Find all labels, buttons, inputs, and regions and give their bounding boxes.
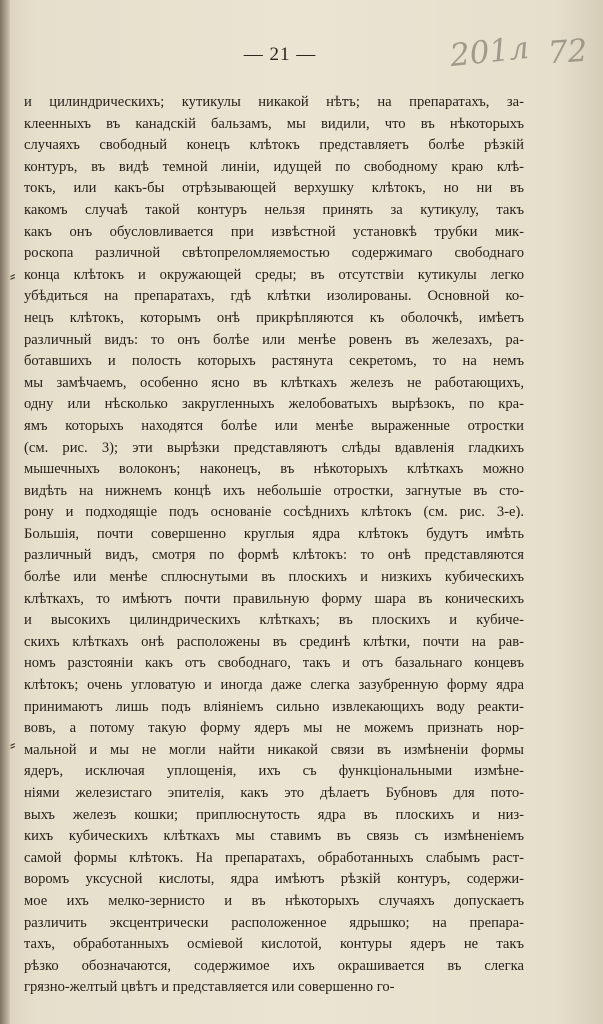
handwritten-note-archive: 201л xyxy=(448,29,531,75)
text-line: номъ разстояніи какъ отъ свободнаго, такъ и отъ базальнаго концевъ xyxy=(24,655,524,672)
text-line: мы замѣчаемъ, особенно ясно въ клѣткахъ железъ не работающихъ, xyxy=(24,374,524,391)
text-line: убѣдиться на препаратахъ, гдѣ клѣтки изолированы. Основной ко- xyxy=(24,288,524,305)
text-line: конца клѣтокъ и окружающей среды; въ отсутствіи кутикулы легко xyxy=(24,266,524,283)
text-line: мальной и мы не могли найти никакой связи въ измѣненіи формы xyxy=(24,741,524,758)
handwritten-note-number: 72 xyxy=(546,32,589,72)
text-line: различить эксцентрически расположенное ядрышко; на препара- xyxy=(24,914,524,931)
text-line: роскопа различной свѣтопреломляемостью содержимаго свободнаго xyxy=(24,245,524,262)
text-line: рону и подходящіе подъ основаніе сосѣднихъ клѣтокъ (см. рис. 3-е). xyxy=(24,504,524,521)
text-line: и высокихъ цилиндрическихъ клѣткахъ; въ плоскихъ и кубиче- xyxy=(24,612,524,629)
text-line: токъ, или какъ-бы отрѣзывающей верхушку клѣтокъ, но ни въ xyxy=(24,180,524,197)
margin-mark: ⸗ xyxy=(10,266,16,285)
text-line: Большія, почти совершенно круглыя ядра клѣтокъ будутъ имѣть xyxy=(24,525,524,542)
text-line: мое ихъ мелко-зернисто и въ нѣкоторыхъ случаяхъ допускаетъ xyxy=(24,892,524,909)
text-line: случаяхъ свободный конецъ клѣтокъ представляетъ болѣе рѣзкій xyxy=(24,137,524,154)
text-line: ніями железистаго эпителія, какъ это дѣлаетъ Бубновъ для пото- xyxy=(24,785,524,801)
text-line: мышечныхъ волоконъ; наконецъ, въ нѣкоторыхъ клѣткахъ можно xyxy=(24,461,524,478)
text-line: различный видъ, смотря по формѣ клѣтокъ: то онѣ представляются xyxy=(24,547,524,564)
text-line: и цилиндрическихъ; кутикулы никакой нѣтъ; на препаратахъ, за- xyxy=(24,94,524,110)
text-line: тахъ, обработанныхъ осміевой кислотой, контуры ядеръ не такъ xyxy=(24,936,524,953)
text-line: клѣтокъ; очень угловатую и иногда даже слегка зазубренную форму ядра xyxy=(24,677,524,694)
text-line: одну или нѣсколько закругленныхъ желобоватыхъ вырѣзокъ, по кра- xyxy=(24,396,524,413)
text-line: болѣе или менѣе сплюснутыми въ плоскихъ и низкихъ кубическихъ xyxy=(24,569,524,586)
text-line: нецъ клѣтокъ, которымъ онѣ прикрѣпляются къ оболочкѣ, имѣетъ xyxy=(24,309,524,326)
text-line: грязно-желтый цвѣтъ и представляется или совершенно го- xyxy=(24,979,395,996)
text-line: ботавшихъ и полость которыхъ растянута секретомъ, то на немъ xyxy=(24,353,524,370)
text-line: какомъ случаѣ такой контуръ нельзя принять за кутикулу, такъ xyxy=(24,201,524,218)
text-line: видѣть на нижнемъ концѣ ихъ небольшіе отростки, загнутые въ сто- xyxy=(24,482,524,499)
text-line: выхъ железъ кошки; приплюснутость ядра въ плоскихъ и низ- xyxy=(24,806,524,823)
text-line: самой формы клѣтокъ. На препаратахъ, обработанныхъ слабымъ раст- xyxy=(24,849,524,866)
text-line: (см. рис. 3); эти вырѣзки представляютъ слѣды вдавленія гладкихъ xyxy=(24,439,524,456)
text-line: вовъ, а потому такую форму ядеръ мы не можемъ признать нор- xyxy=(24,720,524,737)
text-line: ямъ которыхъ находятся болѣе или менѣе выраженные отростки xyxy=(24,417,524,434)
page-spine-shadow xyxy=(0,0,10,1024)
text-line: различный видъ: то онъ болѣе или менѣе ровенъ въ железахъ, ра- xyxy=(24,331,524,348)
text-line: скихъ клѣткахъ онѣ расположены въ срединѣ клѣтки, почти на рав- xyxy=(24,633,524,650)
page-number: — 21 — xyxy=(243,44,317,65)
text-line: контуръ, въ видѣ темной линіи, идущей по свободному краю клѣ- xyxy=(24,158,524,175)
text-line: кихъ кубическихъ клѣткахъ мы ставимъ въ связь съ измѣненіемъ xyxy=(24,828,524,845)
text-line: ядеръ, исключая уплощенія, ихъ съ функціональными измѣне- xyxy=(24,763,524,780)
text-line: принимаютъ лишь подъ вліяніемъ сильно извлекающихъ воду реакти- xyxy=(24,698,524,715)
body-text xyxy=(24,92,524,999)
text-line: рѣзко обозначаются, содержимое ихъ окрашивается въ слегка xyxy=(24,957,524,974)
text-line: клеенныхъ въ канадскій бальзамъ, мы видили, что въ нѣкоторыхъ xyxy=(24,115,524,132)
text-line: клѣткахъ, то имѣютъ почти правильную форму шара въ коническихъ xyxy=(24,590,524,607)
margin-mark: ⸗ xyxy=(10,735,16,754)
text-line: какъ онъ обусловливается при извѣстной установкѣ трубки мик- xyxy=(24,223,524,240)
text-line: воромъ уксусной кислоты, ядра имѣютъ рѣзкій контуръ, содержи- xyxy=(24,871,524,888)
